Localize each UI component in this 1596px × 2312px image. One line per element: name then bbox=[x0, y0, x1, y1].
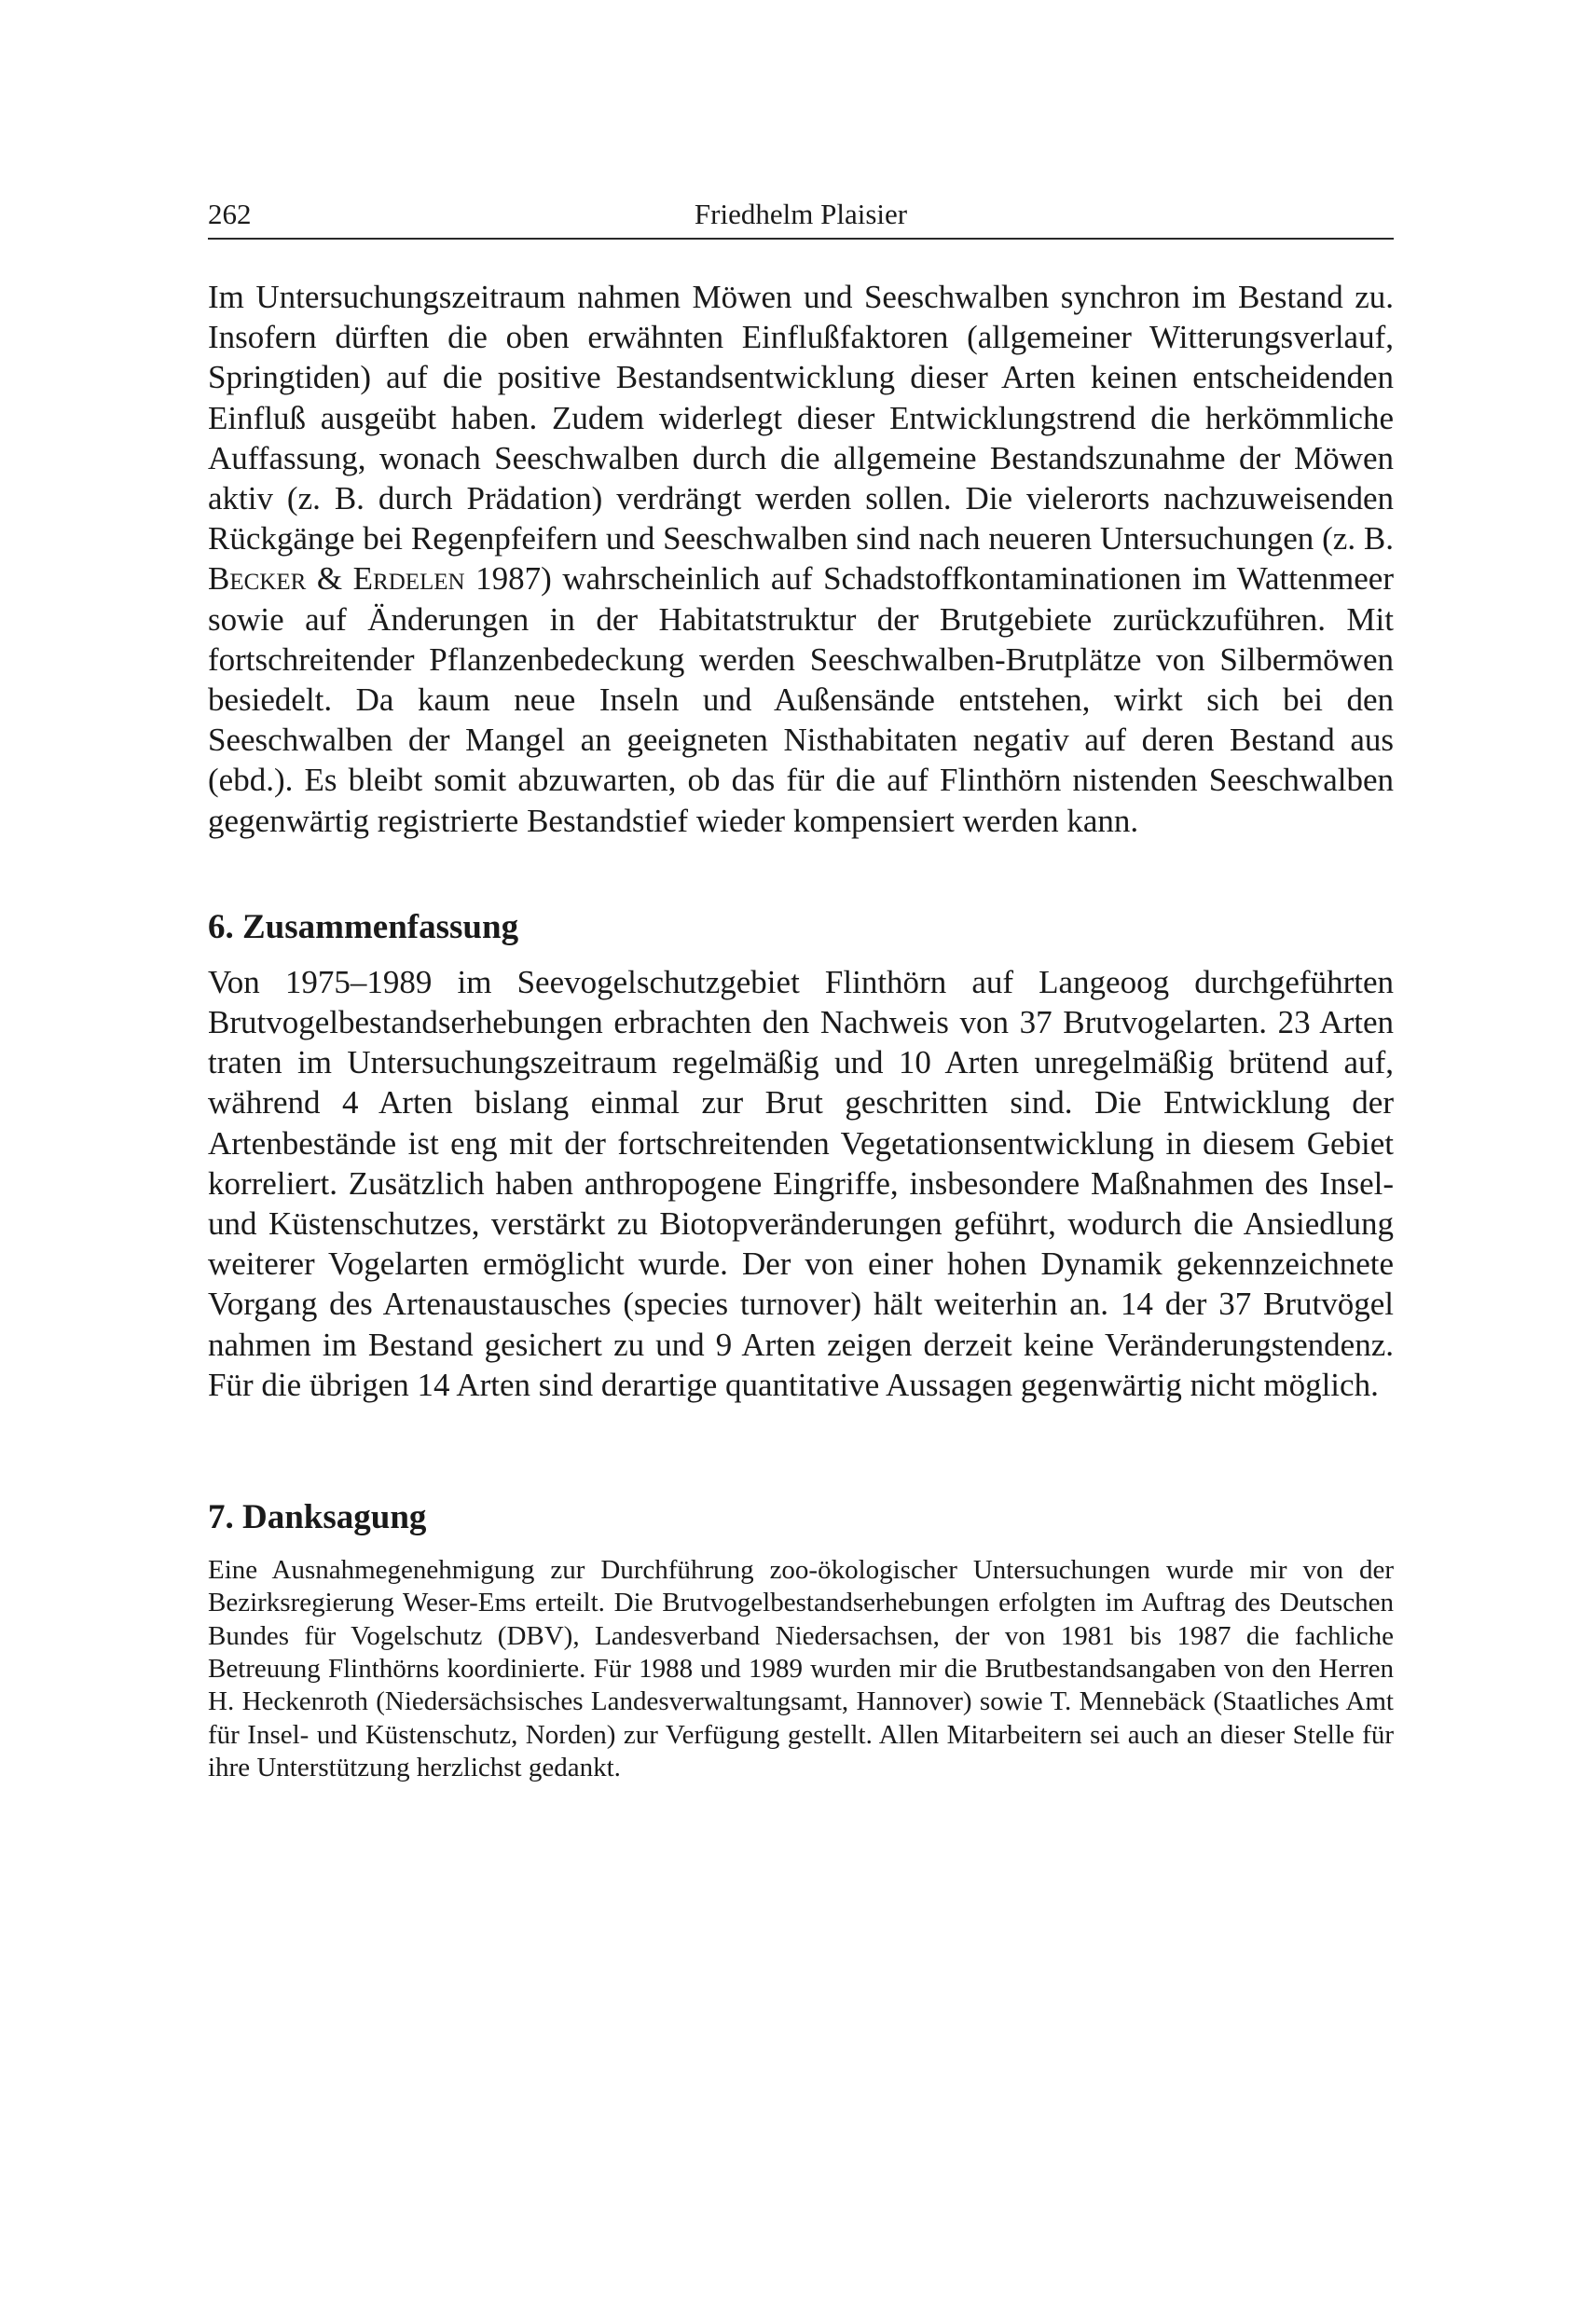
page-number: 262 bbox=[208, 198, 252, 230]
citation-author-erdelen: Erdelen bbox=[352, 560, 465, 598]
page bbox=[208, 191, 1394, 1784]
running-head bbox=[208, 191, 1394, 240]
summary-paragraph: Von 1975–1989 im Seevogelschutzgebiet Flinthörn auf Langeoog durchgeführten Brutvogelbestandserhebungen erbrachten den Nachweis von 37 Brutvogelarten. 23 Arten traten im Untersuchungszeitraum regelmäßig und 10 Arten unregelmäßig brütend auf, während 4 Arten bislang einmal zur Brut geschritten sind. Die Entwicklung der Artenbestände ist eng mit der fortschreitenden Vegetationsentwicklung in diesem Gebiet korreliert. Zusätzlich haben anthropogene Eingriffe, insbesondere Maßnahmen des Insel- und Küstenschutzes, verstärkt zu Biotopveränderungen geführt, wodurch die Ansiedlung weiterer Vogelarten ermöglicht wurde. Der von einer hohen Dynamik gekennzeichnete Vorgang des Artenaustausches (species turnover) hält weiterhin an. 14 der 37 Brutvögel nahmen im Bestand gesichert zu und 9 Arten zeigen derzeit keine Veränderungstendenz. Für die übrigen 14 Arten sind derartige quantitative Aussagen gegenwärtig nicht möglich. bbox=[208, 963, 1394, 1403]
discussion-text-part-2: 1987) wahrscheinlich auf Schadstoffkontaminationen im Wattenmeer sowie auf Änderungen in der Habitatstruktur der Brutgebiete zurückzuführen. Mit fortschreitender Pflanzenbedeckung werden Seeschwalben-Brutplätze von Silbermöwen besiedelt. Da kaum neue Inseln und Außensände entstehen, wirkt sich bei den Seeschwalben der Mangel an geeigneten Nisthabitaten negativ auf deren Bestand aus (ebd.). Es bleibt somit abzuwarten, ob das für die auf Flinthörn nistenden Seeschwalben gegenwärtig registrierte Bestandstief wieder kompensiert werden kann. bbox=[208, 560, 1394, 839]
acknowledgements-heading: 7. Danksagung bbox=[208, 1498, 427, 1537]
discussion-text-part-1: Im Untersuchungszeitraum nahmen Möwen und Seeschwalben synchron im Bestand zu. Insofern dürften die oben erwähnten Einflußfaktoren (allgemeiner Witterungsverlauf, Springtiden) auf die positive Bestandsentwicklung dieser Arten keinen entscheidenden Einfluß ausgeübt haben. Zudem widerlegt dieser Entwicklungstrend die herkömmliche Auffassung, wonach Seeschwalben durch die allgemeine Bestandszunahme der Möwen aktiv (z. B. durch Prädation) verdrängt werden sollen. Die vielerorts nachzuweisenden Rückgänge bei Regenpfeifern und Seeschwalben sind nach neueren Untersuchungen (z. B. bbox=[208, 279, 1394, 557]
discussion-paragraph bbox=[208, 277, 1394, 841]
citation-ampersand: & bbox=[306, 560, 353, 598]
summary-heading: 6. Zusammenfassung bbox=[208, 907, 519, 946]
citation-author-becker: Becker bbox=[208, 560, 307, 598]
running-head-author: Friedhelm Plaisier bbox=[694, 198, 908, 230]
acknowledgements-paragraph: Eine Ausnahmegenehmigung zur Durchführung zoo-ökologischer Untersuchungen wurde mir von der Bezirksregierung Weser-Ems erteilt. Die Brutvogelbestandserhebungen erfolgten im Auftrag des Deutschen Bundes für Vogelschutz (DBV), Landesverband Niedersachsen, der von 1981 bis 1987 die fachliche Betreuung Flinthörns koordinierte. Für 1988 und 1989 wurden mir die Brutbestandsangaben von den Herren H. Heckenroth (Niedersächsisches Landesverwaltungsamt, Hannover) sowie T. Mennebäck (Staatliches Amt für Insel- und Küstenschutz, Norden) zur Verfügung gestellt. Allen Mitarbeitern sei auch an dieser Stelle für ihre Unterstützung herzlichst gedankt. bbox=[208, 1555, 1394, 1782]
